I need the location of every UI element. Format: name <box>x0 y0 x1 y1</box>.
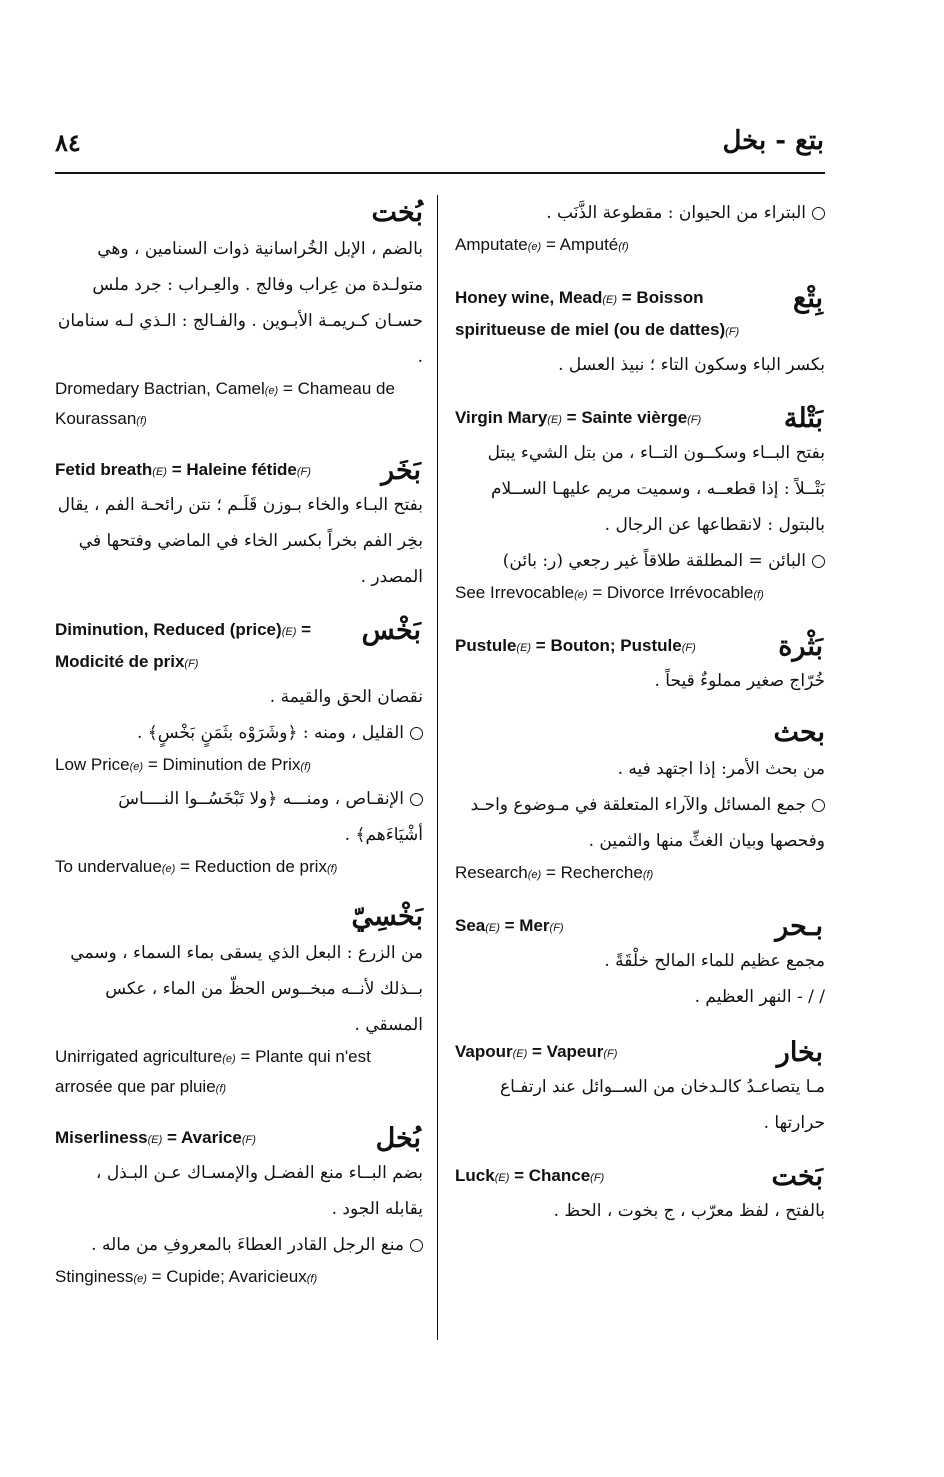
headword: بَخت <box>771 1161 823 1192</box>
bullet-circle-icon <box>812 207 825 220</box>
headword: بَتْلة <box>783 403 823 434</box>
arabic-definition: بكسر الباء وسكون التاء ؛ نبيذ العسل . <box>558 355 825 375</box>
term-translation: Miserliness(E) = Avarice(F) <box>55 1128 256 1147</box>
translation: Stinginess(e) = Cupide; Avaricieux(f) <box>55 1267 318 1286</box>
translation: Low Price(e) = Diminution de Prix(f) <box>55 755 311 774</box>
translation: Research(e) = Recherche(f) <box>455 863 654 882</box>
term-translation: Honey wine, Mead(E) = Boisson spiritueuse de miel (ou de dattes)(F) <box>455 288 740 339</box>
term-translation: Pustule(E) = Bouton; Pustule(F) <box>455 636 696 655</box>
translation: To undervalue(e) = Reduction de prix(f) <box>55 857 338 876</box>
bullet-circle-icon <box>410 1239 423 1252</box>
arabic-definition: مـا يتصاعـدُ كالـدخان من الســوائل عند ارتفـاع حرارتها . <box>499 1077 825 1133</box>
arabic-definition: بفتح البــاء وسكــون التــاء ، من بتل الشيء يبتل بَتْــلاً : إذا قطعــه ، وسميت مريم عليهـا الســلام بالبتول : لانقطاعها عن الرجال . <box>487 443 825 535</box>
bullet-circle-icon <box>812 799 825 812</box>
arabic-definition: بالفتح ، لفظ معرّب ، ج بخوت ، الحظ . <box>553 1201 825 1221</box>
dictionary-entry <box>455 195 825 261</box>
term-translation: Virgin Mary(E) = Sainte vièrge(F) <box>455 408 702 427</box>
dictionary-entry <box>55 195 423 435</box>
term-translation: Sea(E) = Mer(F) <box>455 916 564 935</box>
headword: بخار <box>776 1037 823 1068</box>
running-head: بتع - بخل <box>722 126 824 156</box>
dictionary-entry <box>55 899 423 1103</box>
arabic-definition: خُرّاج صغير مملوءٌ قيحاً . <box>654 671 825 691</box>
bullet-circle-icon <box>410 793 423 806</box>
dictionary-entry <box>55 615 423 883</box>
right-column <box>455 195 825 1245</box>
dictionary-entry <box>455 911 825 1015</box>
arabic-definition: جمع المسائل والآراء المتعلقة في مـوضوع واحـد وفحصها وبيان الغثِّ منها والثمين . <box>470 795 825 851</box>
headword: بحث <box>773 717 825 748</box>
dictionary-entry <box>455 631 825 699</box>
translation: Amputate(e) = Amputé(f) <box>455 235 629 254</box>
arabic-definition: بضم البــاء منع الفضـل والإمسـاك عـن البـذل ، يقابله الجود . <box>95 1163 423 1219</box>
bullet-circle-icon <box>812 555 825 568</box>
headword: بَخْس <box>361 615 421 646</box>
dictionary-entry <box>455 1161 825 1229</box>
term-translation: Vapour(E) = Vapeur(F) <box>455 1042 618 1061</box>
headword: بـحر <box>775 911 823 942</box>
dictionary-entry <box>455 1037 825 1141</box>
headword: بَخَر <box>381 455 421 486</box>
translation: Dromedary Bactrian, Camel(e) = Chameau de Kourassan(f) <box>55 379 395 428</box>
bullet-circle-icon <box>410 727 423 740</box>
arabic-definition: من بحث الأمر: إذا اجتهد فيه . <box>617 759 825 779</box>
headword: بِتْع <box>792 283 823 314</box>
arabic-definition: القليل ، ومنه : ﴿وشَرَوْه بثَمَنٍ بَخْسٍ﴾ . <box>55 715 423 751</box>
arabic-definition: بفتح البـاء والخاء بـوزن قَلَـم ؛ نتن رائحـة الفم ، يقال بخِر الفم بخراً بكسر الخاء في الماضي وفتحها في المصدر . <box>57 495 423 587</box>
headword: بُخل <box>375 1123 421 1154</box>
arabic-definition: الإنقـاص ، ومنـــه ﴿ولا تَبْخَسُــوا النــــاسَ أشْيَاءَهم﴾ . <box>118 789 423 845</box>
translation: See Irrevocable(e) = Divorce Irrévocable(f) <box>455 583 764 602</box>
term-translation: Luck(E) = Chance(F) <box>455 1166 605 1185</box>
arabic-definition: مجمع عظيم للماء المالح خلْقَةً . <box>604 951 825 971</box>
term-translation: Fetid breath(E) = Haleine fétide(F) <box>55 460 311 479</box>
arabic-definition: من الزرع : البعل الذي يسقى بماء السماء ، وسمي بــذلك لأنــه مبخــوس الحظّ من الماء ، عكس المسقي . <box>70 943 423 1035</box>
left-column <box>55 195 423 1309</box>
dictionary-entry <box>55 455 423 595</box>
dictionary-entry <box>455 283 825 383</box>
arabic-definition: منع الرجل القادر العطاءَ بالمعروفِ من ماله . <box>55 1227 423 1263</box>
header-rule <box>55 172 825 174</box>
column-divider <box>437 195 438 1340</box>
arabic-definition: البائن = المطلقة طلاقاً غير رجعي (ر: بائن) <box>455 543 825 579</box>
arabic-definition: بالضم ، الإبل الخُراسانية ذوات السنامين ، وهي متولـدة من عِراب وفالج . والعِـراب : جرد ملس حسـان كـريمـة الأبـوين . والفـالج : الـذي لـه سنامان . <box>57 239 423 367</box>
dictionary-entry <box>55 1123 423 1293</box>
arabic-definition: / / - النهر العظيم . <box>694 987 825 1007</box>
page-number: ٨٤ <box>55 128 81 157</box>
arabic-definition: البتراء من الحيوان : مقطوعة الذَّنَب . <box>455 195 825 231</box>
headword: بُخت <box>371 197 423 228</box>
headword: بَخْسِيّ <box>351 901 423 932</box>
translation: Unirrigated agriculture(e) = Plante qui n'est arrosée que par pluie(f) <box>55 1047 371 1096</box>
term-translation: Diminution, Reduced (price)(E) = Modicité de prix(F) <box>55 620 312 671</box>
dictionary-entry <box>455 715 825 889</box>
arabic-definition: نقصان الحق والقيمة . <box>269 687 423 707</box>
dictionary-entry <box>455 403 825 609</box>
headword: بَثْرة <box>778 631 823 662</box>
